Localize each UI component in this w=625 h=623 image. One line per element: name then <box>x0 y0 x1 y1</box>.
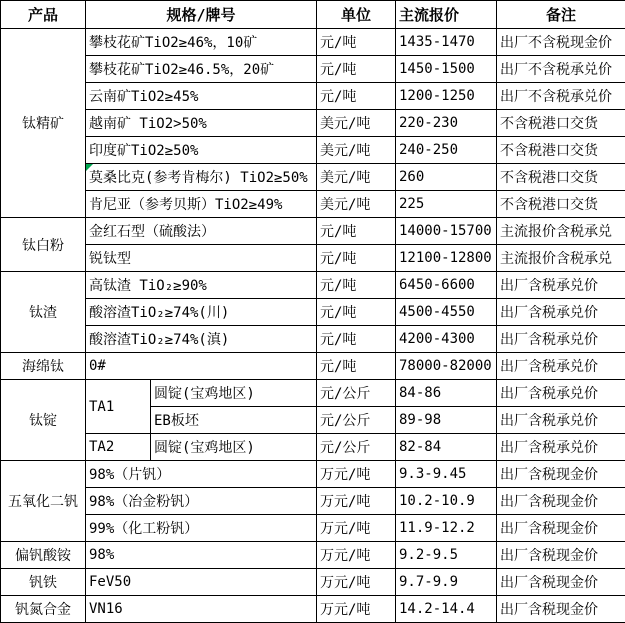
spec-cell: FeV50 <box>86 569 317 596</box>
unit-cell: 美元/吨 <box>317 110 396 137</box>
unit-cell: 元/吨 <box>317 272 396 299</box>
table-row <box>1 29 625 56</box>
spec-cell: 圆锭(宝鸡地区) <box>151 380 317 407</box>
table-row <box>1 191 625 218</box>
table-row <box>1 56 625 83</box>
spec-cell: 金红石型（硫酸法） <box>86 218 317 245</box>
note-cell: 不含税港口交货 <box>497 137 625 164</box>
product-cell-ferrovanadium: 钒铁 <box>1 569 86 596</box>
header-product: 产品 <box>1 1 86 29</box>
unit-cell: 元/公斤 <box>317 380 396 407</box>
unit-cell: 美元/吨 <box>317 164 396 191</box>
table-row <box>1 488 625 515</box>
spec-cell: 云南矿TiO2≥45% <box>86 83 317 110</box>
table-row <box>1 110 625 137</box>
note-cell: 主流报价含税承兑 <box>497 218 625 245</box>
spec-cell: 攀枝花矿TiO2≥46%，10矿 <box>86 29 317 56</box>
price-cell: 260 <box>396 164 497 191</box>
table-row <box>1 164 625 191</box>
product-cell-ti-slag: 钛渣 <box>1 272 86 353</box>
table-row <box>1 596 625 623</box>
product-cell-ammonium-metavanadate: 偏钒酸铵 <box>1 542 86 569</box>
price-cell: 12100-12800 <box>396 245 497 272</box>
price-cell: 11.9-12.2 <box>396 515 497 542</box>
unit-cell: 万元/吨 <box>317 569 396 596</box>
product-cell-ti-concentrate: 钛精矿 <box>1 29 86 218</box>
unit-cell: 万元/吨 <box>317 542 396 569</box>
product-cell-ti-ingot: 钛锭 <box>1 380 86 461</box>
product-cell-ti-dioxide: 钛白粉 <box>1 218 86 272</box>
price-cell: 240-250 <box>396 137 497 164</box>
unit-cell: 万元/吨 <box>317 515 396 542</box>
unit-cell: 万元/吨 <box>317 596 396 623</box>
unit-cell: 万元/吨 <box>317 461 396 488</box>
grade-cell-ta2: TA2 <box>86 434 151 461</box>
table-row <box>1 542 625 569</box>
header-unit: 单位 <box>317 1 396 29</box>
note-cell: 出厂含税承兑价 <box>497 380 625 407</box>
table-header-row <box>1 1 625 29</box>
product-cell-ti-sponge: 海绵钛 <box>1 353 86 380</box>
price-cell: 89-98 <box>396 407 497 434</box>
product-cell-v2o5: 五氧化二钒 <box>1 461 86 542</box>
price-cell: 14.2-14.4 <box>396 596 497 623</box>
table-row <box>1 245 625 272</box>
note-cell: 出厂含税承兑价 <box>497 326 625 353</box>
spec-cell: 98%（冶金粉钒） <box>86 488 317 515</box>
note-cell: 出厂含税现金价 <box>497 488 625 515</box>
table-row <box>1 569 625 596</box>
price-cell: 78000-82000 <box>396 353 497 380</box>
spec-cell: 酸溶渣TiO₂≥74%(滇) <box>86 326 317 353</box>
excel-error-marker-icon <box>86 164 93 171</box>
spec-cell-mozambique <box>86 164 317 191</box>
product-cell-vn-alloy: 钒氮合金 <box>1 596 86 623</box>
note-cell: 出厂含税现金价 <box>497 515 625 542</box>
note-cell: 不含税港口交货 <box>497 110 625 137</box>
spec-cell: 攀枝花矿TiO2≥46.5%，20矿 <box>86 56 317 83</box>
unit-cell: 元/公斤 <box>317 407 396 434</box>
price-cell: 14000-15700 <box>396 218 497 245</box>
header-spec: 规格/牌号 <box>86 1 317 29</box>
table-row <box>1 353 625 380</box>
unit-cell: 元/吨 <box>317 299 396 326</box>
price-cell: 9.7-9.9 <box>396 569 497 596</box>
note-cell: 主流报价含税承兑 <box>497 245 625 272</box>
table-row <box>1 515 625 542</box>
table-row <box>1 434 625 461</box>
unit-cell: 元/吨 <box>317 326 396 353</box>
table-row <box>1 83 625 110</box>
spec-cell: VN16 <box>86 596 317 623</box>
spec-cell: 99%（化工粉钒） <box>86 515 317 542</box>
table-row <box>1 380 625 407</box>
note-cell: 出厂含税现金价 <box>497 461 625 488</box>
price-cell: 1435-1470 <box>396 29 497 56</box>
note-cell: 出厂含税承兑价 <box>497 272 625 299</box>
spec-cell: 肯尼亚（参考贝斯）TiO2≥49% <box>86 191 317 218</box>
table-row <box>1 137 625 164</box>
note-cell: 不含税港口交货 <box>497 191 625 218</box>
spec-cell: EB板坯 <box>151 407 317 434</box>
header-price: 主流报价 <box>396 1 497 29</box>
price-cell: 82-84 <box>396 434 497 461</box>
unit-cell: 元/吨 <box>317 83 396 110</box>
unit-cell: 元/吨 <box>317 245 396 272</box>
table-row <box>1 299 625 326</box>
table-row <box>1 218 625 245</box>
price-cell: 1450-1500 <box>396 56 497 83</box>
unit-cell: 美元/吨 <box>317 137 396 164</box>
note-cell: 出厂含税现金价 <box>497 569 625 596</box>
spec-cell: 印度矿TiO2≥50% <box>86 137 317 164</box>
price-cell: 6450-6600 <box>396 272 497 299</box>
unit-cell: 元/吨 <box>317 353 396 380</box>
unit-cell: 元/吨 <box>317 56 396 83</box>
table-row <box>1 272 625 299</box>
note-cell: 出厂含税承兑价 <box>497 407 625 434</box>
note-cell: 出厂不含税现金价 <box>497 29 625 56</box>
price-cell: 1200-1250 <box>396 83 497 110</box>
price-cell: 225 <box>396 191 497 218</box>
grade-cell-ta1: TA1 <box>86 380 151 434</box>
note-cell: 出厂含税承兑价 <box>497 299 625 326</box>
price-cell: 9.2-9.5 <box>396 542 497 569</box>
spec-cell: 圆锭(宝鸡地区) <box>151 434 317 461</box>
price-cell: 4500-4550 <box>396 299 497 326</box>
unit-cell: 元/吨 <box>317 218 396 245</box>
note-cell: 不含税港口交货 <box>497 164 625 191</box>
note-cell: 出厂含税承兑价 <box>497 434 625 461</box>
price-cell: 220-230 <box>396 110 497 137</box>
note-cell: 出厂含税现金价 <box>497 542 625 569</box>
unit-cell: 元/吨 <box>317 29 396 56</box>
header-note: 备注 <box>497 1 625 29</box>
table-row <box>1 326 625 353</box>
spec-cell: 98% <box>86 542 317 569</box>
spec-text: 莫桑比克(参考肯梅尔) TiO2≥50% <box>89 170 308 186</box>
spec-cell: 酸溶渣TiO₂≥74%(川) <box>86 299 317 326</box>
spec-cell: 98%（片钒） <box>86 461 317 488</box>
price-cell: 84-86 <box>396 380 497 407</box>
table-row <box>1 461 625 488</box>
spec-cell: 高钛渣 TiO₂≥90% <box>86 272 317 299</box>
spec-cell: 越南矿 TiO2>50% <box>86 110 317 137</box>
note-cell: 出厂含税现金价 <box>497 596 625 623</box>
unit-cell: 元/公斤 <box>317 434 396 461</box>
spec-cell: 0# <box>86 353 317 380</box>
price-cell: 9.3-9.45 <box>396 461 497 488</box>
spec-cell: 锐钛型 <box>86 245 317 272</box>
note-cell: 出厂不含税承兑价 <box>497 56 625 83</box>
unit-cell: 美元/吨 <box>317 191 396 218</box>
unit-cell: 万元/吨 <box>317 488 396 515</box>
price-cell: 4200-4300 <box>396 326 497 353</box>
note-cell: 出厂不含税承兑价 <box>497 83 625 110</box>
note-cell: 出厂含税承兑价 <box>497 353 625 380</box>
price-cell: 10.2-10.9 <box>396 488 497 515</box>
